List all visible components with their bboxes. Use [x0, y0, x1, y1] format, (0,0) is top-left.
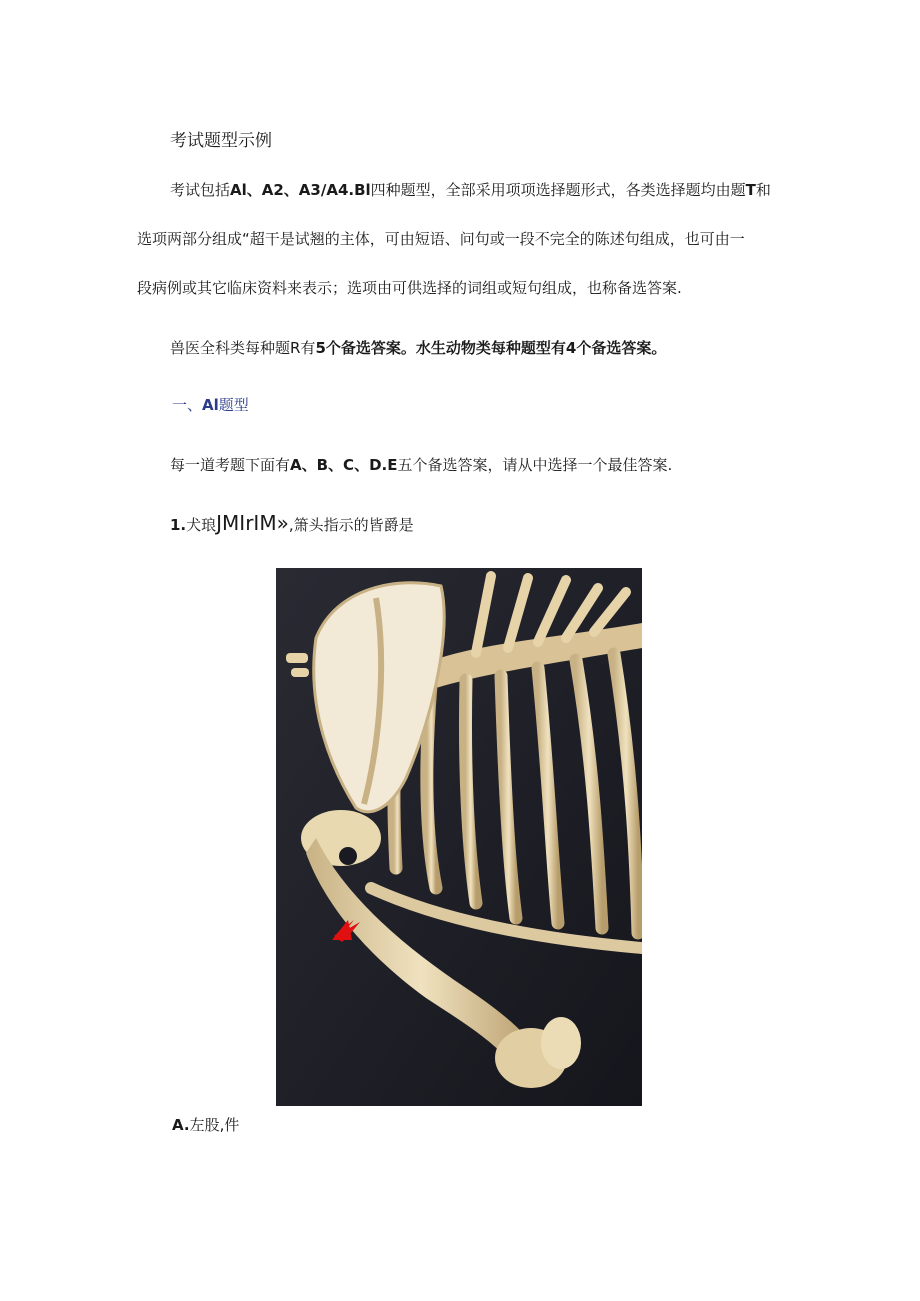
option-text: 左股,件 — [189, 1116, 240, 1134]
intro-types-bold: Al、A2、A3∕A4.Bl — [230, 181, 371, 199]
intro-text: 和 — [755, 181, 771, 199]
instruction-text: 每一道考题下面有 — [170, 456, 291, 474]
intro-text: 考试包括 — [170, 181, 231, 199]
note-line — [170, 338, 666, 358]
note-text: 兽医全科类每种题R有 — [170, 339, 316, 357]
section-type: Al — [202, 396, 219, 414]
question-1 — [170, 513, 414, 535]
instruction-text: 五个备选答案，请从中选择一个最佳答案. — [397, 456, 673, 474]
question-text: ,箫头指示的皆爵是 — [288, 516, 414, 534]
intro-text: 四种题型，全部采用项项选择题形式，各类选择题均由题 — [370, 181, 746, 199]
question-number: 1. — [170, 516, 187, 534]
note-text-bold: 个备选答案。水生动物类每种题型有 — [325, 339, 566, 357]
note-text-bold: 个备选答案。 — [576, 339, 667, 357]
skeleton-illustration — [276, 568, 642, 1106]
intro-line-2: 选项两部分组成“超干是试翘的主体，可由短语、问句或一段不完全的陈述句组成，也可由一 — [137, 230, 745, 248]
instruction-options: A、B、C、D.E — [290, 456, 398, 474]
intro-line-1 — [170, 180, 771, 200]
section-label: 题型 — [218, 396, 249, 414]
intro-line-3: 段病例或其它临床资料来表示；选项由可供选择的词组或短句组成，也称备选答案. — [137, 279, 682, 297]
section-heading — [172, 395, 249, 415]
question-text-large: JMIrIM» — [216, 511, 289, 535]
doc-title: 考试题型示例 — [170, 131, 272, 151]
option-a[interactable] — [172, 1115, 239, 1135]
question-text: 犬琅 — [186, 516, 217, 534]
intro-bold-t: T — [745, 181, 756, 199]
instruction-line — [170, 455, 672, 475]
section-number: 一、 — [172, 396, 203, 414]
note-count-1: 5 — [315, 339, 326, 357]
option-letter: A. — [172, 1116, 190, 1134]
note-count-2: 4 — [565, 339, 577, 357]
skeleton-photo — [276, 568, 642, 1106]
